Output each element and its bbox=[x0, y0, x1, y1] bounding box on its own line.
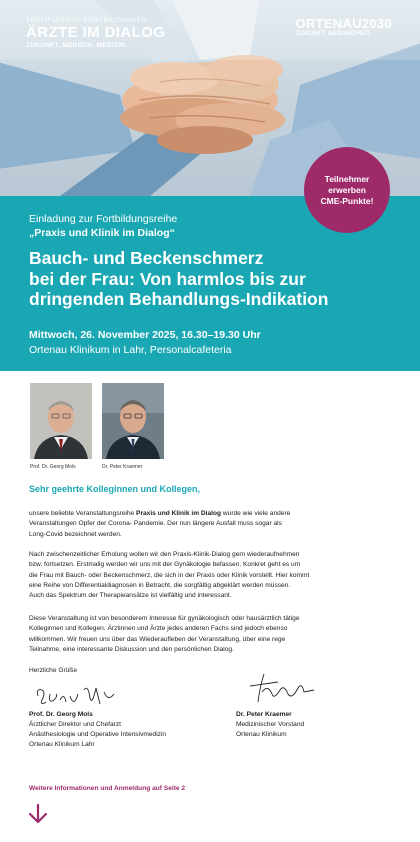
brand-title: ÄRZTE IM DIALOG bbox=[26, 24, 166, 41]
headline-line: Bauch- und Beckenschmerz bbox=[29, 248, 264, 268]
brand-subtitle: ZUKUNFT. MENSCH. MEDIZIN. bbox=[26, 42, 128, 49]
text-run: unsere beliebte Veranstaltungsreihe bbox=[29, 510, 137, 517]
signer-role: Medizinischer Vorstand bbox=[236, 721, 305, 728]
portrait-caption: Prof. Dr. Georg Mols bbox=[30, 464, 76, 470]
portrait-kraemer-image bbox=[102, 383, 164, 459]
cme-badge bbox=[304, 147, 390, 233]
signer-role: Ortenau Klinikum bbox=[236, 731, 287, 738]
headline-line: dringenden Behandlungs-Indikation bbox=[29, 289, 329, 309]
paragraph-line: Veranstaltungen Opfer der Corona- Pandemie. Der nun längere Ausfall muss sogar als bbox=[29, 520, 282, 528]
partner-subtitle: ZUKUNFT GESUNDHEIT bbox=[295, 31, 371, 37]
paragraph-line: Kolleginnen und Kollegen. Ärztinnen und Ärzte jedes anderen Fachs sind jedoch ebenso bbox=[29, 625, 288, 633]
signer-role: Ärztlicher Direktor und Chefarzt bbox=[29, 721, 121, 728]
badge-line: CME-Punkte! bbox=[320, 195, 374, 206]
letter-paragraph-1 bbox=[29, 509, 394, 540]
paragraph-line: Diese Veranstaltung ist von besonderem Interesse für gynäkologisch oder hausärztlich tätige bbox=[29, 615, 300, 622]
event-venue: Ortenau Klinikum in Lahr, Personalcafeteria bbox=[29, 344, 232, 356]
letter-greeting: Sehr geehrte Kolleginnen und Kollegen, bbox=[29, 484, 201, 494]
paragraph-line: eine Reihe von Differentialdiagnosen in Betracht, die sorgfältig abgeklärt werden müssen. bbox=[29, 581, 291, 589]
signer-name: Prof. Dr. Georg Mols bbox=[29, 711, 93, 718]
event-headline bbox=[29, 248, 399, 310]
portrait-mols bbox=[30, 383, 92, 459]
headline-line: bei der Frau: Von harmlos bis zur bbox=[29, 268, 306, 289]
paragraph-line: Long-Covid bezeichnet werden. bbox=[29, 530, 122, 538]
letter-closing: Herzliche Grüße bbox=[29, 667, 78, 674]
paragraph-line: Teilnahme, eine interessante Diskussion und den persönlichen Dialog. bbox=[29, 645, 234, 653]
badge-line: Teilnehmer bbox=[324, 173, 370, 184]
portrait-caption: Dr. Peter Kraemer bbox=[102, 464, 143, 470]
signer-name: Dr. Peter Kraemer bbox=[236, 711, 292, 718]
text-run-bold: Praxis und Klinik im Dialog bbox=[136, 510, 222, 517]
paragraph-line: Nach zwischenzeitlicher Erholung wollen wir den Praxis-Klinik-Dialog gern wiederaufnehmen bbox=[29, 551, 300, 558]
brand-ortenau2030 bbox=[296, 17, 393, 37]
letter-paragraph-2 bbox=[29, 550, 394, 601]
signature-kraemer bbox=[244, 672, 324, 708]
signature-mols bbox=[34, 682, 124, 710]
paragraph-line: Auch das Spektrum der Therapieansätze ist vielfältig und interessant. bbox=[29, 592, 232, 600]
paragraph-line bbox=[29, 509, 394, 519]
portrait-mols-image bbox=[30, 383, 92, 459]
partner-title: ORTENAU2030 bbox=[295, 16, 392, 31]
paragraph-line: bzw. fortsetzen. Erstmalig werden wir uns mit der Gynäkologie befassen. Konkret geht es um bbox=[29, 561, 301, 569]
paragraph-line: die Frau mit Bauch- oder Beckenschmerz, die sich in der Praxis oder Klinik vorstellt. Hier kommt bbox=[29, 571, 310, 579]
signer-role: Ortenau Klinikum Lahr bbox=[29, 741, 95, 748]
signer-role: Anästhesiologie und Operative Intensivmedizin bbox=[29, 731, 167, 738]
paragraph-line: willkommen. Wir freuen uns über das Wiederaufleben der Veranstaltung, über eine rege bbox=[29, 635, 286, 643]
signer-mols bbox=[29, 710, 166, 750]
badge-line: erwerben bbox=[328, 184, 366, 195]
series-title: „Praxis und Klinik im Dialog“ bbox=[29, 227, 175, 239]
more-info-link[interactable]: Weitere Informationen und Anmeldung auf Seite 2 bbox=[29, 785, 186, 792]
brand-aerzte-im-dialog bbox=[26, 17, 165, 49]
text-run: wurde wie viele andere bbox=[221, 510, 291, 517]
letter-paragraph-3 bbox=[29, 614, 394, 655]
signer-kraemer bbox=[236, 710, 304, 740]
portrait-kraemer bbox=[102, 383, 164, 459]
event-date: Mittwoch, 26. November 2025, 16.30–19.30 Uhr bbox=[29, 329, 261, 341]
invite-text: Einladung zur Fortbildungsreihe bbox=[29, 213, 178, 225]
arrow-down-icon bbox=[28, 803, 48, 825]
brand-kicker: ZERTIFIZIERTE FORTBILDUNGEN bbox=[26, 17, 147, 24]
